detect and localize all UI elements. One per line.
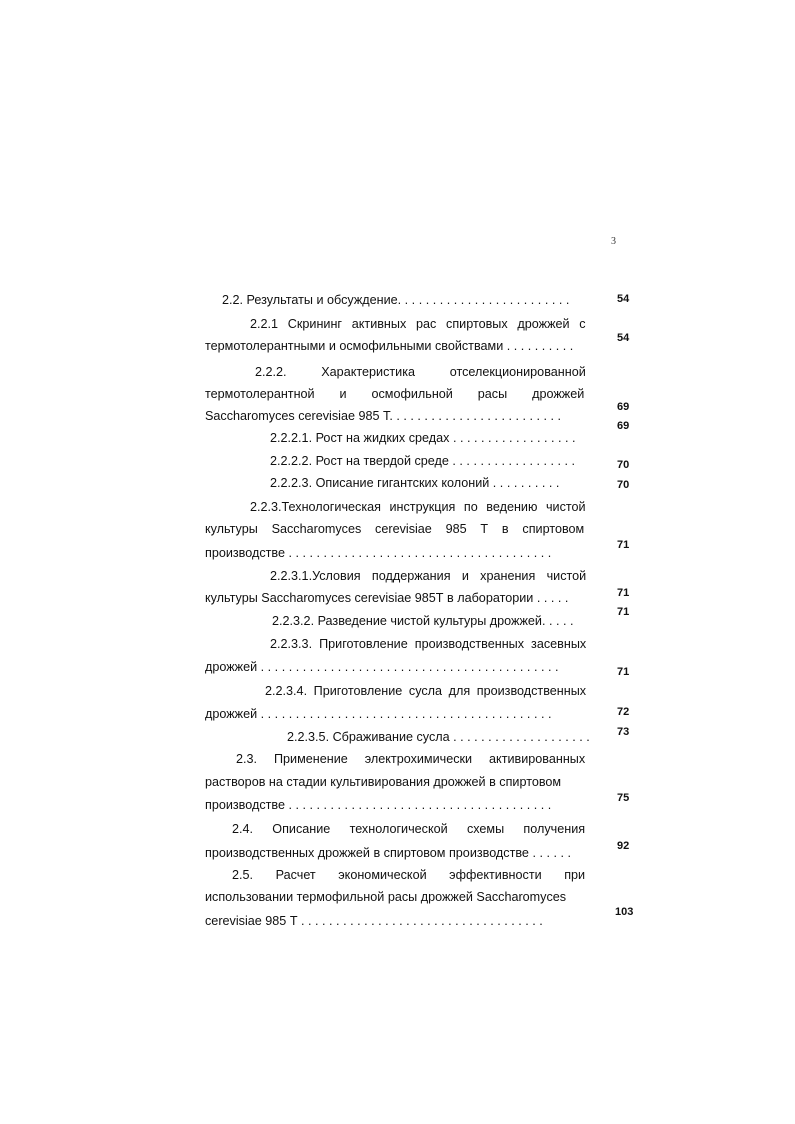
toc-page-ref: 73 (617, 726, 630, 738)
toc-word: 985 (445, 521, 467, 536)
toc-page-ref: 75 (617, 792, 630, 804)
toc-word: дрожжей (532, 386, 585, 401)
toc-page-ref: 71 (617, 606, 630, 618)
toc-page-ref: 71 (617, 587, 630, 599)
toc-word: схемы (466, 821, 505, 836)
toc-line: использовании термофильной расы дрожжей Saccharomyces (205, 889, 567, 904)
toc-word: 2.2.2. (255, 364, 287, 379)
toc-line: производстве . . . . . . . . . . . . . . . . . . . . . . . . . . . . . . . . . . . . . . (205, 797, 552, 812)
toc-page-ref: 71 (617, 539, 630, 551)
toc-line: 2.2.2.2. Рост на твердой среде . . . . . . . . . . . . . . . . . . (270, 453, 576, 468)
toc-word: хранения (480, 568, 536, 583)
toc-line: cerevisiae 985 Т . . . . . . . . . . . . . . . . . . . . . . . . . . . . . . . . . . . (205, 913, 543, 928)
toc-word: Приготовление (313, 683, 403, 698)
toc-line (250, 499, 586, 515)
toc-word: поддержания (371, 568, 451, 583)
toc-word: культуры (205, 521, 258, 536)
toc-word: рас (415, 316, 437, 331)
toc-word: 2.2.3.4. (265, 683, 308, 698)
page-number: 3 (611, 236, 616, 247)
toc-word: с (579, 316, 586, 331)
toc-word: 2.5. (232, 867, 254, 882)
toc-word: ведению (486, 499, 538, 514)
toc-word: cerevisiae (375, 521, 432, 536)
toc-word: спиртовых (446, 316, 508, 331)
toc-word: отселекционированной (449, 364, 586, 379)
toc-line: 2.2. Результаты и обсуждение. . . . . . . . . . . . . . . . . . . . . . . . . (222, 292, 570, 307)
toc-word: производственных (414, 636, 525, 651)
toc-word: дрожжей (517, 316, 570, 331)
toc-line: производственных дрожжей в спиртовом производстве . . . . . . (205, 845, 571, 860)
toc-word: при (564, 867, 586, 882)
toc-line: растворов на стадии культивирования дрожжей в спиртовом (205, 774, 562, 789)
toc-page-ref: 54 (617, 293, 630, 305)
toc-word: 2.2.1 (250, 316, 279, 331)
toc-word: 2.2.3.1.Условия (270, 568, 361, 583)
toc-line (250, 316, 586, 332)
toc-line: производстве . . . . . . . . . . . . . . . . . . . . . . . . . . . . . . . . . . . . . . (205, 545, 552, 560)
toc-word: Saccharomyces (271, 521, 362, 536)
toc-word: и (461, 568, 469, 583)
toc-word: чистой (545, 499, 586, 514)
toc-word: технологической (349, 821, 448, 836)
toc-word: экономической (338, 867, 427, 882)
toc-word: Характеристика (321, 364, 416, 379)
toc-line: 2.2.3.2. Разведение чистой культуры дрожжей. . . . . (272, 613, 574, 628)
toc-word: в (501, 521, 509, 536)
toc-word: сусла (408, 683, 443, 698)
toc-word: Применение (273, 751, 348, 766)
toc-line (232, 867, 585, 883)
toc-line (205, 386, 584, 402)
toc-page-ref: 70 (617, 459, 630, 471)
toc-word: 2.2.3.Технологическая (250, 499, 381, 514)
toc-page-ref: 71 (617, 666, 630, 678)
toc-word: Описание (272, 821, 331, 836)
toc-word: засевных (531, 636, 587, 651)
toc-line: термотолерантными и осмофильными свойствами . . . . . . . . . . (205, 338, 574, 353)
toc-word: чистой (546, 568, 587, 583)
toc-word: термотолерантной (205, 386, 315, 401)
toc-word: и (339, 386, 347, 401)
toc-page-ref: 92 (617, 840, 630, 852)
toc-line: Saccharomyces cerevisiae 985 Т. . . . . . . . . . . . . . . . . . . . . . . . . (205, 408, 562, 423)
toc-word: Расчет (275, 867, 316, 882)
toc-word: активированных (489, 751, 586, 766)
toc-page-ref: 69 (617, 401, 630, 413)
toc-page-ref: 69 (617, 420, 630, 432)
toc-word: активных (351, 316, 407, 331)
toc-word: спиртовом (522, 521, 585, 536)
toc-line (270, 636, 586, 652)
toc-word: осмофильной (371, 386, 453, 401)
toc-word: Т (480, 521, 489, 536)
toc-line: 2.2.3.5. Сбраживание сусла . . . . . . . . . . . . . . . . . . . . (287, 729, 590, 744)
toc-word: 2.3. (236, 751, 258, 766)
toc-line (205, 521, 584, 537)
toc-word: 2.4. (232, 821, 254, 836)
toc-word: расы (477, 386, 508, 401)
toc-word: для (448, 683, 471, 698)
toc-page-ref: 70 (617, 479, 630, 491)
toc-line (265, 683, 586, 699)
toc-line: 2.2.2.3. Описание гигантских колоний . . . . . . . . . . (270, 475, 560, 490)
toc-page-ref: 103 (615, 906, 634, 918)
toc-line: дрожжей . . . . . . . . . . . . . . . . . . . . . . . . . . . . . . . . . . . . . . . . . . . (205, 659, 559, 674)
toc-word: инструкция (389, 499, 456, 514)
toc-line: культуры Saccharomyces cerevisiae 985Т в лаборатории . . . . . (205, 590, 569, 605)
toc-line (270, 568, 586, 584)
toc-line (236, 751, 585, 767)
toc-page-ref: 72 (617, 706, 630, 718)
toc-word: эффективности (449, 867, 542, 882)
toc-word: Скрининг (287, 316, 343, 331)
toc-line (232, 821, 585, 837)
toc-line: дрожжей . . . . . . . . . . . . . . . . . . . . . . . . . . . . . . . . . . . . . . . . . . (205, 706, 552, 721)
toc-word: производственных (476, 683, 587, 698)
toc-page-ref: 54 (617, 332, 630, 344)
toc-line (255, 364, 586, 380)
toc-line: 2.2.2.1. Рост на жидких средах . . . . . . . . . . . . . . . . . . (270, 430, 576, 445)
toc-word: по (463, 499, 478, 514)
toc-word: получения (523, 821, 586, 836)
toc-word: Приготовление (319, 636, 408, 651)
toc-word: 2.2.3.3. (270, 636, 313, 651)
toc-word: электрохимически (364, 751, 473, 766)
